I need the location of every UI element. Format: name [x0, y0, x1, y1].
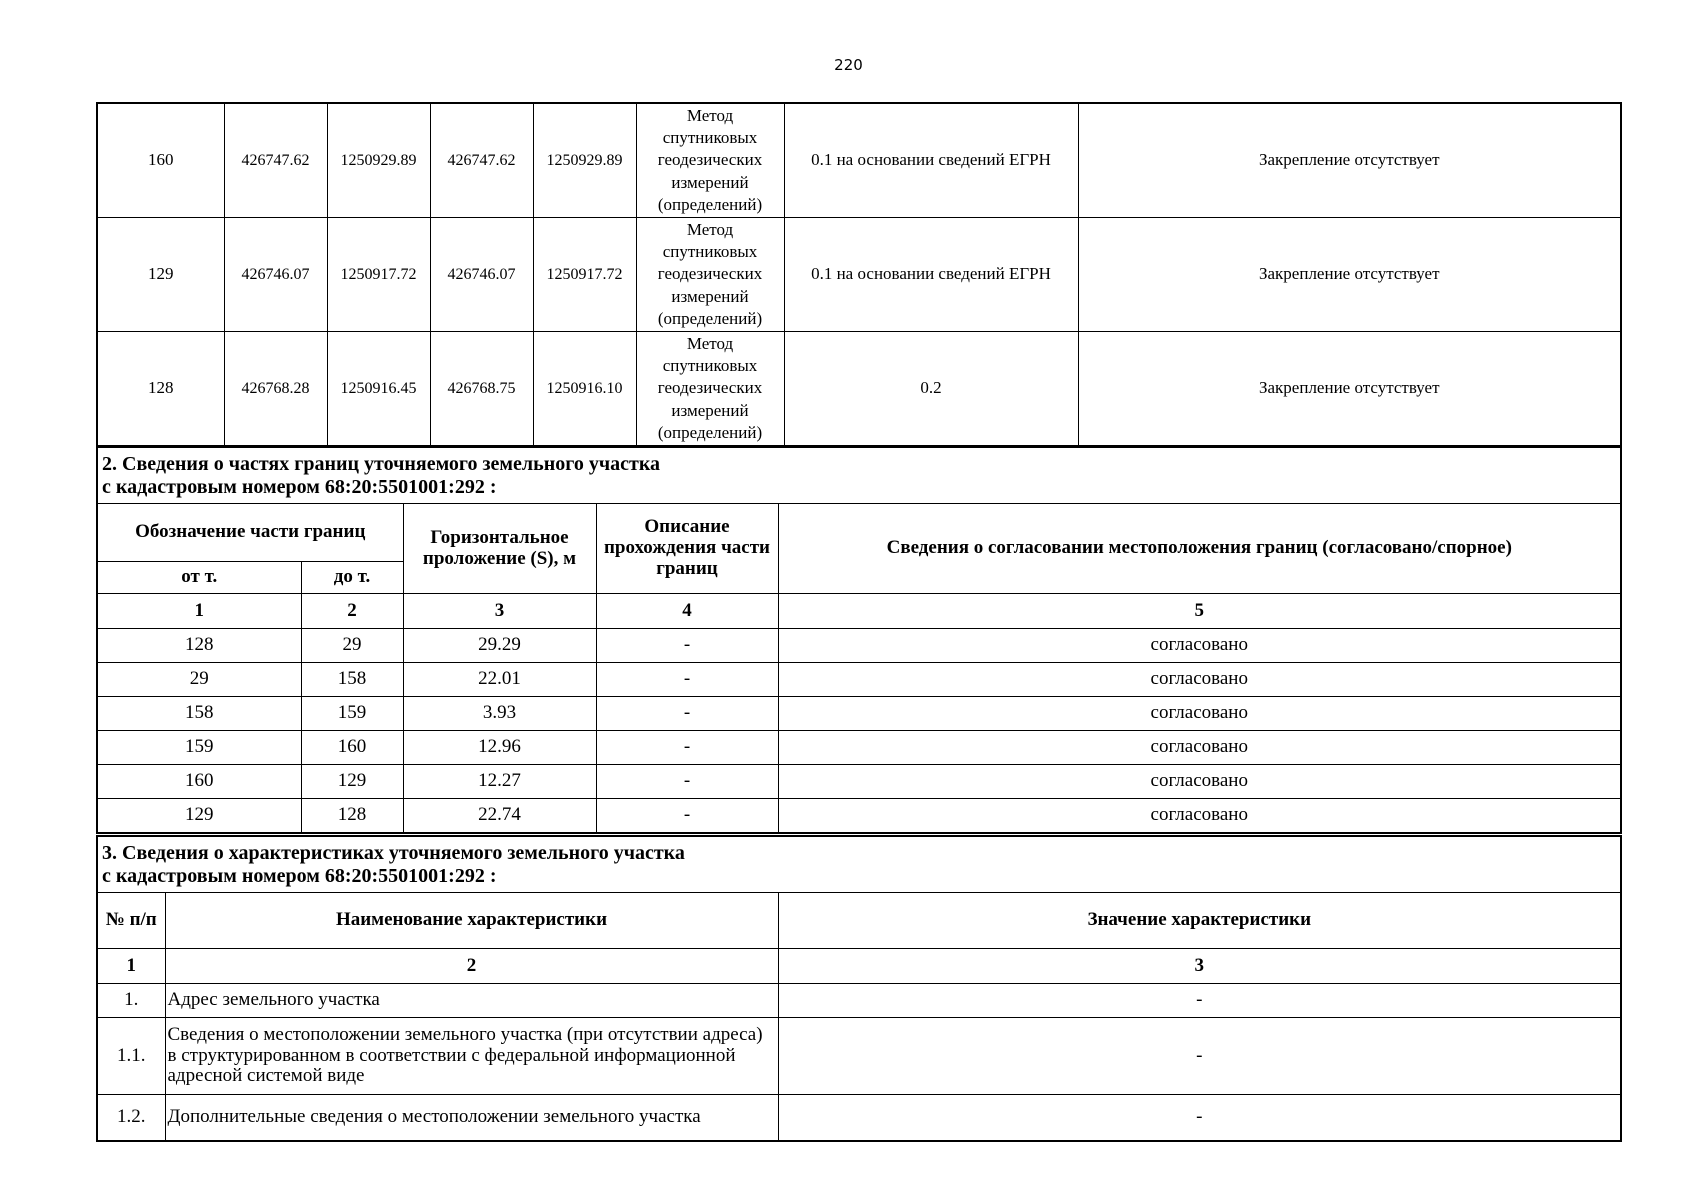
x-existing: 426747.62: [224, 103, 327, 218]
column-numbers-row: [97, 949, 1621, 984]
part-description: -: [596, 765, 778, 799]
column-number: 2: [165, 949, 778, 984]
to-point: 128: [301, 799, 403, 834]
method: Метод спутниковых геодезических измерений (определений): [636, 103, 784, 218]
characteristic-value: -: [778, 1095, 1621, 1142]
item-number: 1.2.: [97, 1095, 165, 1142]
fixing-description: Закрепление отсутствует: [1078, 332, 1621, 447]
agreement-status: согласовано: [778, 629, 1621, 663]
characteristics-table: [96, 835, 1622, 1142]
x-specified: 426746.07: [430, 218, 533, 332]
from-point: 129: [97, 799, 301, 834]
part-description: -: [596, 629, 778, 663]
fixing-description: Закрепление отсутствует: [1078, 103, 1621, 218]
table-row: [97, 799, 1621, 834]
horizontal-header: Горизонтальное проложение (S), м: [403, 504, 596, 594]
table-row: [97, 1095, 1621, 1142]
column-number: 3: [778, 949, 1621, 984]
column-number: 5: [778, 594, 1621, 629]
accuracy: 0.1 на основании сведений ЕГРН: [784, 218, 1078, 332]
table-row: [97, 984, 1621, 1018]
characteristic-value: -: [778, 1018, 1621, 1095]
table-row: [97, 1018, 1621, 1095]
item-number: 1.: [97, 984, 165, 1018]
section-3-title: [97, 836, 1621, 893]
y-specified: 1250916.10: [533, 332, 636, 447]
column-number: 3: [403, 594, 596, 629]
y-existing: 1250917.72: [327, 218, 430, 332]
method: Метод спутниковых геодезических измерений (определений): [636, 218, 784, 332]
x-specified: 426768.75: [430, 332, 533, 447]
characteristic-value: -: [778, 984, 1621, 1018]
fixing-description: Закрепление отсутствует: [1078, 218, 1621, 332]
section-2-title: [97, 447, 1621, 504]
table-row: [97, 629, 1621, 663]
part-description: -: [596, 799, 778, 834]
method: Метод спутниковых геодезических измерений (определений): [636, 332, 784, 447]
point-number: 129: [97, 218, 224, 332]
y-specified: 1250917.72: [533, 218, 636, 332]
number-header: № п/п: [97, 893, 165, 949]
point-number: 128: [97, 332, 224, 447]
value-header: Значение характеристики: [778, 893, 1621, 949]
x-existing: 426768.28: [224, 332, 327, 447]
agreement-status: согласовано: [778, 731, 1621, 765]
agreement-status: согласовано: [778, 697, 1621, 731]
from-point: 159: [97, 731, 301, 765]
table-row: [97, 663, 1621, 697]
x-specified: 426747.62: [430, 103, 533, 218]
boundary-parts-table: [96, 446, 1622, 834]
from-header: от т.: [97, 562, 301, 594]
from-point: 128: [97, 629, 301, 663]
column-number: 1: [97, 949, 165, 984]
x-existing: 426746.07: [224, 218, 327, 332]
section-title-line: 3. Сведения о характеристиках уточняемого земельного участка: [102, 841, 685, 864]
horizontal-distance: 12.27: [403, 765, 596, 799]
to-point: 129: [301, 765, 403, 799]
from-point: 160: [97, 765, 301, 799]
table-row: [97, 103, 1621, 218]
table-row: [97, 218, 1621, 332]
accuracy: 0.2: [784, 332, 1078, 447]
name-header: Наименование характеристики: [165, 893, 778, 949]
agreement-status: согласовано: [778, 799, 1621, 834]
to-point: 160: [301, 731, 403, 765]
horizontal-distance: 29.29: [403, 629, 596, 663]
to-point: 29: [301, 629, 403, 663]
y-existing: 1250929.89: [327, 103, 430, 218]
point-number: 160: [97, 103, 224, 218]
page-number: 220: [834, 56, 863, 74]
section-title-line: с кадастровым номером 68:20:5501001:292 :: [102, 864, 497, 887]
table-row: [97, 731, 1621, 765]
table-row: [97, 697, 1621, 731]
y-existing: 1250916.45: [327, 332, 430, 447]
characteristic-name: Дополнительные сведения о местоположении земельного участка: [165, 1095, 778, 1142]
characteristic-name: Адрес земельного участка: [165, 984, 778, 1018]
agreement-status: согласовано: [778, 663, 1621, 697]
description-header: Описание прохождения части границ: [596, 504, 778, 594]
column-number: 1: [97, 594, 301, 629]
horizontal-distance: 22.74: [403, 799, 596, 834]
to-point: 159: [301, 697, 403, 731]
part-description: -: [596, 697, 778, 731]
section-title-line: 2. Сведения о частях границ уточняемого земельного участка: [102, 452, 661, 475]
accuracy: 0.1 на основании сведений ЕГРН: [784, 103, 1078, 218]
horizontal-distance: 3.93: [403, 697, 596, 731]
to-header: до т.: [301, 562, 403, 594]
column-number: 2: [301, 594, 403, 629]
to-point: 158: [301, 663, 403, 697]
from-point: 158: [97, 697, 301, 731]
part-description: -: [596, 663, 778, 697]
horizontal-distance: 12.96: [403, 731, 596, 765]
column-numbers-row: [97, 594, 1621, 629]
points-table: [96, 102, 1622, 447]
y-specified: 1250929.89: [533, 103, 636, 218]
designation-header: Обозначение части границ: [97, 504, 403, 562]
horizontal-distance: 22.01: [403, 663, 596, 697]
agreement-status: согласовано: [778, 765, 1621, 799]
item-number: 1.1.: [97, 1018, 165, 1095]
from-point: 29: [97, 663, 301, 697]
table-row: [97, 332, 1621, 447]
characteristic-name: Сведения о местоположении земельного участка (при отсутствии адреса) в структурированном в соответствии с федеральной информационной адресной системой виде: [165, 1018, 778, 1095]
table-row: [97, 765, 1621, 799]
part-description: -: [596, 731, 778, 765]
section-title-line: с кадастровым номером 68:20:5501001:292 :: [102, 475, 497, 498]
agreement-header: Сведения о согласовании местоположения границ (согласовано/спорное): [778, 504, 1621, 594]
column-number: 4: [596, 594, 778, 629]
